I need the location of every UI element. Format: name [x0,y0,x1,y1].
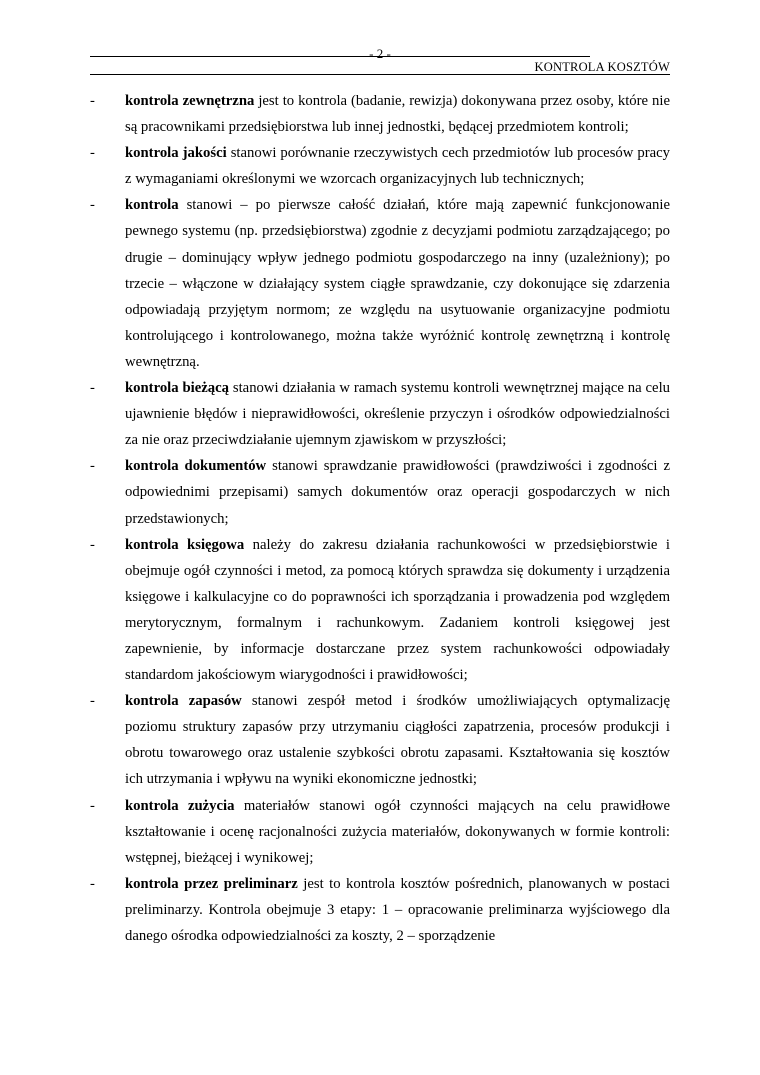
bullet-dash: - [90,536,95,553]
bullet-dash: - [90,197,95,214]
definition-entry-quality-control [90,140,670,192]
bullet-dash: - [90,380,95,397]
definition-text: stanowi – po pierwsze całość działań, które mają zapewnić funkcjonowanie pewnego systemu (np. przedsiębiorstwa) zgodnie z decyzjami podmiotu zarządzającego; po drugie – dominujący wpływ jednego podmiotu gospodarczego na inny (uzależniony); po trzecie – włączone w działający system ciągłe sprawdzanie, czy dokonujące się zdarzenia odpowiadają przyjętym normom; ze względu na usytuowanie organizacyjne podmiotu kontrolującego i kontrolowanego, można także wyróżnić kontrolę zewnętrzną i kontrolę wewnętrzną. [125,197,670,370]
bullet-dash: - [90,458,95,475]
bullet-dash: - [90,145,95,162]
definition-text: jest to kontrola (badanie, rewizja) dokonywana przez osoby, które nie są pracownikami przedsiębiorstwa lub innej jednostki, będącej przedmiotem kontroli; [125,93,670,136]
definition-term: kontrola zapasów [125,693,242,710]
definition-text: jest to kontrola kosztów pośrednich, planowanych w postaci preliminarzy. Kontrola obejmuje 3 etapy: 1 – opracowanie preliminarza wyjściowego dla danego ośrodka odpowiedzialności za koszty, 2 – sporządzenie [125,875,670,944]
definition-term: kontrola zewnętrzna [125,93,255,109]
definition-term: kontrola zużycia [125,797,235,814]
bullet-dash: - [90,93,95,109]
definition-text: materiałów stanowi ogół czynności mających na celu prawidłowe kształtowanie i ocenę racjonalności zużycia materiałów, dokonywanych w formie kontroli: wstępnej, bieżącej i wynikowej; [125,797,670,866]
definition-list [90,88,670,949]
definition-term: kontrola bieżącą [125,380,229,397]
definition-text: stanowi porównanie rzeczywistych cech przedmiotów lub procesów pracy z wymaganiami określonymi we wzorcach organizacyjnych lub technicznych; [125,145,671,188]
definition-term: kontrola przez preliminarz [125,875,298,892]
definition-entry-consumption-control [90,793,670,871]
definition-entry-accounting-control [90,532,670,689]
running-header-title: KONTROLA KOSZTÓW [534,60,670,74]
definition-entry-document-control [90,453,670,531]
definition-entry-current-control [90,375,670,453]
bullet-dash: - [90,693,95,710]
definition-text: należy do zakresu działania rachunkowości w przedsiębiorstwie i obejmuje ogół czynności i metod, za pomocą których sprawdza się dokumenty i urządzenia księgowe i kalkulacyjne co do poprawności ich sporządzania i prowadzenia pod względem merytorycznym, formalnym i rachunkowym. Zadaniem kontroli księgowej jest zapewnienie, by informacje dostarczane przez system rachunkowości odpowiadały standardom jakościowym wiarygodności i prawidłowości; [125,536,670,684]
definition-term: kontrola [125,197,179,214]
bullet-dash: - [90,797,95,814]
bullet-dash: - [90,875,95,892]
definition-entry-external-control [90,88,670,140]
page-number: - 2 - [369,46,391,61]
definition-term: kontrola księgowa [125,536,245,553]
definition-text: stanowi działania w ramach systemu kontroli wewnętrznej mające na celu ujawnienie błędów i nieprawidłowości, określenie przyczyn i ośrodków odpowiedzialności za nie oraz przeciwdziałanie ujemnym zjawiskom w przyszłości; [125,380,670,449]
definition-term: kontrola jakości [125,145,227,162]
definition-entry-budget-control [90,871,670,949]
definition-text: stanowi zespół metod i środków umożliwiających optymalizację poziomu struktury zapasów przy utrzymaniu ciągłości zapatrzenia, procesów produkcji i obrotu towarowego oraz ustalenie szybkości obrotu zapasami. Kształtowania się kosztów ich utrzymania i wpływu na wyniki ekonomiczne jednostki; [125,693,671,788]
definition-term: kontrola dokumentów [125,458,267,475]
definition-entry-inventory-control [90,688,670,792]
definition-text: stanowi sprawdzanie prawidłowości (prawdziwości i zgodności z odpowiednimi przepisami) samych dokumentów oraz operacji gospodarczych w nich przedstawionych; [125,458,670,527]
header-rule-top [90,56,590,57]
definition-entry-control [90,192,670,375]
header-rule-bottom [90,74,670,75]
